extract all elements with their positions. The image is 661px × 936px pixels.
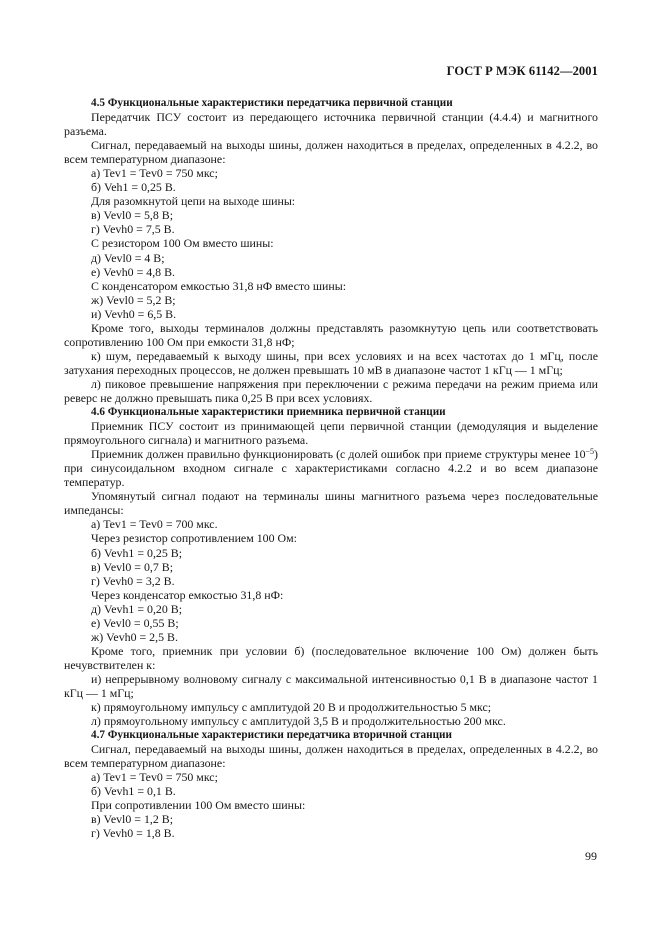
paragraph: Кроме того, выходы терминалов должны представлять разомкнутую цепь или соответствовать сопротивлению 100 Ом при емкости 31,8 нФ; [64,320,598,349]
list-item: д) Vevh1 = 0,20 В; [91,601,183,616]
document-header: ГОСТ Р МЭК 61142—2001 [446,64,598,78]
paragraph: Через конденсатор емкостью 31,8 нФ: [91,587,284,602]
list-item: в) Vevl0 = 0,7 В; [91,559,174,574]
section-heading-4-6: 4.6 Функциональные характеристики приемника первичной станции [91,406,446,419]
exponent: −5 [585,447,595,457]
paragraph: к) шум, передаваемый к выходу шины, при всех условиях и на всех частотах до 1 мГц, после затухания переходных процессов, не должен превышать 10 мВ в диапазоне частот 1 кГц — 1 мГц; [64,348,598,377]
paragraph: Передатчик ПСУ состоит из передающего источника первичной станции (4.4.4) и магнитного разъема. [64,110,598,139]
list-item: а) Tev1 = Tev0 = 700 мкс. [91,517,218,532]
paragraph [64,447,598,489]
list-item: е) Vevl0 = 0,55 В; [91,615,179,630]
list-item: б) Veh1 = 0,25 В. [91,180,176,195]
list-item: б) Vevh1 = 0,1 В. [91,784,176,799]
list-item: л) прямоугольному импульсу с амплитудой 3,5 В и продолжительностью 200 мкс. [91,714,506,729]
list-item: г) Vevh0 = 3,2 В. [91,573,175,588]
list-item: и) Vevh0 = 6,5 В. [91,306,177,321]
paragraph: Приемник ПСУ состоит из принимающей цепи первичной станции (демодуляция и выделение прямоугольного сигнала) и магнитного разъема. [64,419,598,448]
list-item: в) Vevl0 = 5,8 В; [91,208,174,223]
list-item: а) Tev1 = Tev0 = 750 мкс; [91,166,218,181]
list-item: д) Vevl0 = 4 В; [91,250,165,265]
list-item: в) Vevl0 = 1,2 В; [91,812,174,827]
list-item: е) Vevh0 = 4,8 В. [91,264,175,279]
paragraph: Через резистор сопротивлением 100 Ом: [91,531,297,546]
document-body [64,96,598,840]
paragraph: Сигнал, передаваемый на выходы шины, должен находиться в пределах, определенных в 4.2.2, во всем температурном диапазоне: [64,742,598,771]
page-number: 99 [585,849,597,863]
paragraph: и) непрерывному волновому сигналу с максимальной интенсивностью 0,1 В в диапазоне частот 1 кГц — 1 мГц; [64,671,598,700]
paragraph: С резистором 100 Ом вместо шины: [91,236,274,251]
list-item: а) Tev1 = Tev0 = 750 мкс; [91,770,218,785]
list-item: г) Vevh0 = 1,8 В. [91,826,175,841]
paragraph: л) пиковое превышение напряжения при переключении с режима передачи на режим приема или реверс не должно превышать пика 0,25 В при всех условиях. [64,376,598,405]
paragraph: При сопротивлении 100 Ом вместо шины: [91,798,306,813]
list-item: г) Vevh0 = 7,5 В. [91,222,175,237]
paragraph: Кроме того, приемник при условии б) (последовательное включение 100 Ом) должен быть нечувствителен к: [64,643,598,672]
text-part: ) при синусоидальном входном сигнале с характеристиками согласно 4.2.2 и во всем диапазоне температур. [64,447,598,490]
text-part: Приемник должен правильно функционировать (с долей ошибок при приеме структуры менее 10 [91,447,586,462]
list-item: б) Vevh1 = 0,25 В; [91,545,183,560]
list-item: ж) Vevl0 = 5,2 В; [91,292,176,307]
paragraph: Упомянутый сигнал подают на терминалы шины магнитного разъема через последовательные импедансы: [64,489,598,518]
section-heading-4-7: 4.7 Функциональные характеристики передатчика вторичной станции [91,729,452,742]
list-item: ж) Vevh0 = 2,5 В. [91,629,178,644]
paragraph: Сигнал, передаваемый на выходы шины, должен находиться в пределах, определенных в 4.2.2, во всем температурном диапазоне: [64,138,598,167]
section-heading-4-5: 4.5 Функциональные характеристики передатчика первичной станции [91,97,453,109]
list-item: к) прямоугольному импульсу с амплитудой 20 В и продолжительностью 5 мкс; [91,700,492,715]
paragraph: С конденсатором емкостью 31,8 нФ вместо шины: [91,278,347,293]
paragraph: Для разомкнутой цепи на выходе шины: [91,194,296,209]
